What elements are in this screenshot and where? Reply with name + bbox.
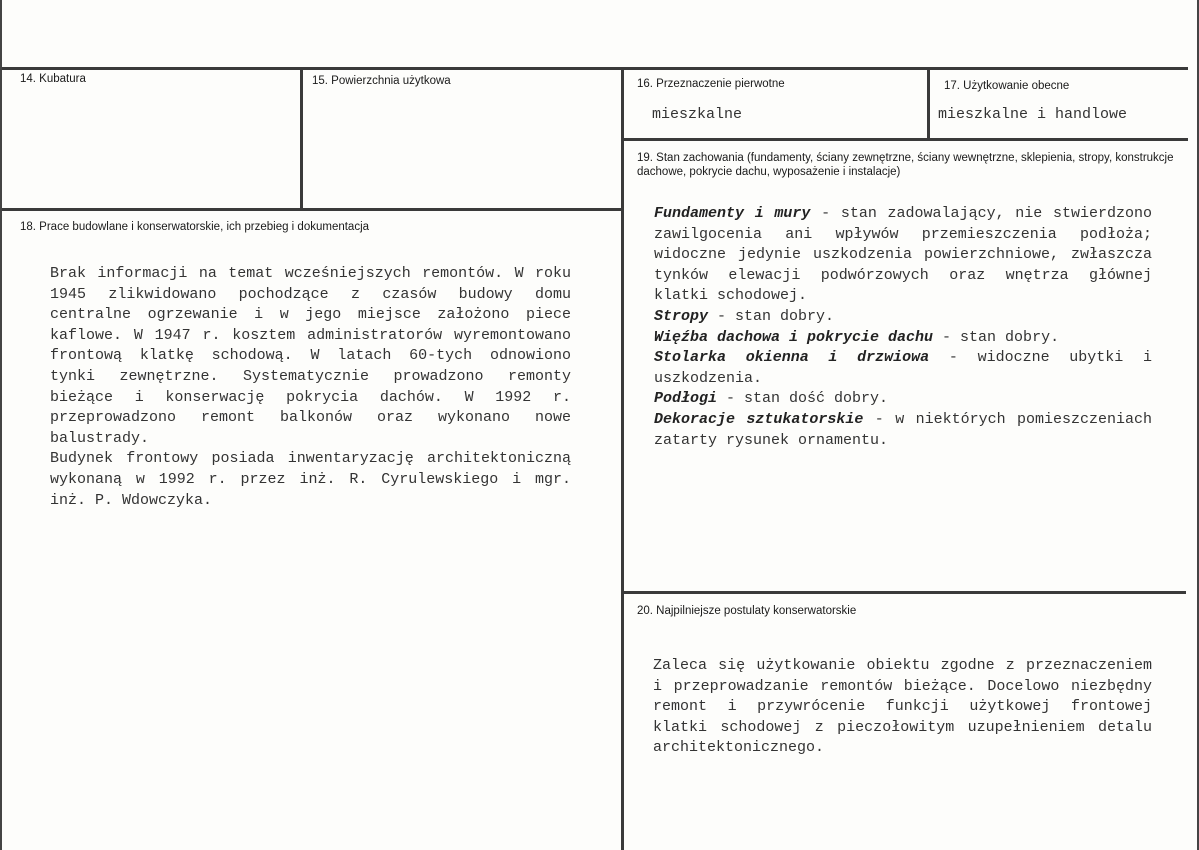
- item-text: - stan dobry.: [933, 328, 1060, 346]
- field-17-label: 17. Użytkowanie obecne: [944, 80, 1070, 92]
- item-text: - widoczne ubytki i uszkodzenia.: [654, 349, 1152, 387]
- item-heading: Stolarka okienna i drzwiowa: [654, 349, 930, 367]
- divider: [621, 67, 624, 850]
- paragraph: Zaleca się użytkowanie obiektu zgodne z przeznaczeniem i przeprowadzanie remontów bieżące. Docelowo niezbędny remont i przywrócenie funkcji użytkowej frontowej klatki schodowej z pieczołowitym uzupełnieniem detalu architektonicznego.: [653, 657, 1152, 757]
- item-text: - w niektórych pomieszczeniach zatarty rysunek ornamentu.: [654, 410, 1152, 449]
- item-heading: Podłogi: [654, 390, 718, 408]
- paragraph: Budynek frontowy posiada inwentaryzację architektoniczną wykonaną w 1992 r. przez inż. R. Cyrulewskiego i mgr. inż. P. Wdowczyka.: [50, 450, 571, 509]
- field-18-text: [50, 264, 571, 511]
- list-item: [654, 348, 1152, 389]
- field-15-label: 15. Powierzchnia użytkowa: [312, 75, 451, 87]
- list-item: [654, 328, 1152, 349]
- field-19-label: 19. Stan zachowania (fundamenty, ściany zewnętrzne, ściany wewnętrzne, sklepienia, stropy, konstrukcje dachowe, pokrycie dachu, wyposażenie i instalacje): [637, 152, 1174, 178]
- field-16-label: 16. Przeznaczenie pierwotne: [637, 78, 785, 90]
- list-item: [654, 410, 1152, 451]
- divider: [2, 67, 1188, 70]
- field-17-value: mieszkalne i handlowe: [938, 106, 1128, 123]
- item-text: - stan zadowalający, nie stwierdzono zawilgocenia ani wpływów przemieszczenia podłoża; widoczne jedynie uszkodzenia powierzchniowe, zwłaszcza tynków elewacji podwórzowych oraz wnętrza głównej klatki schodowej.: [654, 205, 1152, 305]
- field-20-label: 20. Najpilniejsze postulaty konserwatorskie: [637, 605, 857, 617]
- paragraph: Brak informacji na temat wcześniejszych remontów. W roku 1945 zlikwidowano pochodzące z czasów budowy domu centralne ogrzewanie i w jego miejsce założono piece kaflowe. W 1947 r. kosztem administratorów wyremontowano frontową klatkę schodową. W latach 60-tych odnowiono tynki zewnętrzne. Systematycznie prowadzono remonty bieżące i konserwację pokrycia dachów. W 1992 r. przeprowadzono remont balkonów oraz wykonano nowe balustrady.: [50, 265, 571, 447]
- divider: [300, 67, 303, 210]
- list-item: [654, 389, 1152, 410]
- divider: [623, 591, 1186, 594]
- list-item: [654, 307, 1152, 328]
- item-heading: Stropy: [654, 307, 709, 325]
- item-text: - stan dobry.: [708, 307, 835, 325]
- divider: [927, 67, 930, 140]
- list-item: [654, 204, 1152, 307]
- divider: [2, 208, 623, 211]
- field-20-text: [653, 656, 1152, 759]
- item-heading: Więźba dachowa i pokrycie dachu: [654, 328, 934, 346]
- field-18-label: 18. Prace budowlane i konserwatorskie, ich przebieg i dokumentacja: [20, 221, 370, 233]
- divider: [623, 138, 1188, 141]
- item-text: - stan dość dobry.: [717, 390, 889, 408]
- field-19-text: [654, 204, 1152, 451]
- field-16-value: mieszkalne: [652, 106, 743, 123]
- item-heading: Dekoracje sztukatorskie: [654, 410, 864, 428]
- field-14-label: 14. Kubatura: [20, 73, 86, 85]
- item-heading: Fundamenty i mury: [654, 205, 811, 222]
